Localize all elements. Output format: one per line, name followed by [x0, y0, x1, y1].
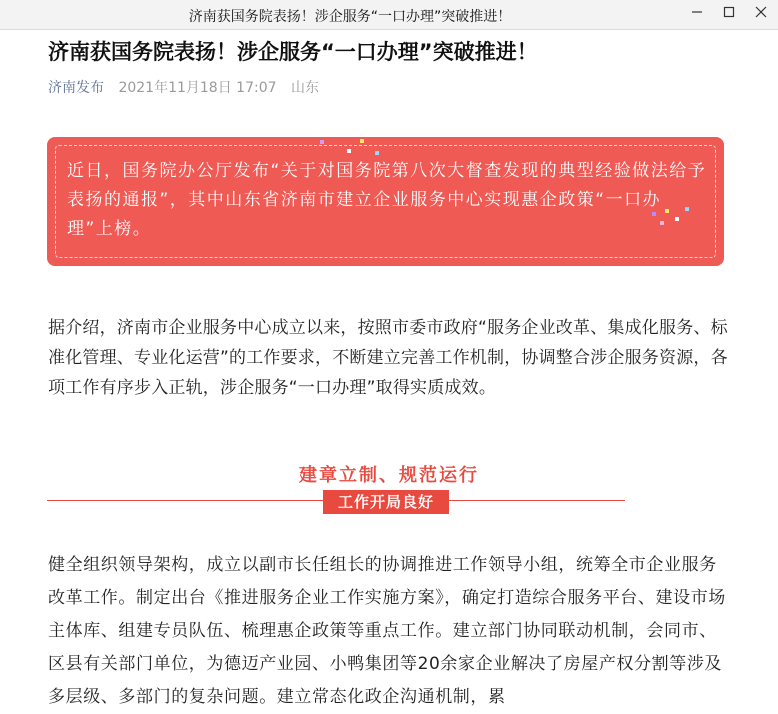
confetti-decoration: [665, 209, 669, 213]
section-heading: 建章立制、规范运行: [299, 465, 479, 486]
minimize-icon: [691, 6, 703, 18]
confetti-decoration: [675, 217, 679, 221]
close-button[interactable]: [752, 3, 770, 21]
close-icon: [755, 6, 767, 18]
article-source-link[interactable]: 济南发布: [48, 80, 104, 96]
minimize-button[interactable]: [688, 3, 706, 21]
summary-callout: [47, 137, 724, 266]
maximize-icon: [723, 6, 735, 18]
callout-text: 近日，国务院办公厅发布“关于对国务院第八次大督查发现的典型经验做法给予表扬的通报”，其中山东省济南市建立企业服务中心实现惠企政策“一口办理”上榜。: [67, 161, 707, 239]
section-tag: 工作开局良好: [323, 490, 449, 514]
window-titlebar: [0, 0, 778, 30]
confetti-decoration: [375, 151, 379, 155]
confetti-decoration: [685, 207, 689, 211]
article-paragraph: 健全组织领导架构，成立以副市长任组长的协调推进工作领导小组，统筹全市企业服务改革工作。制定出台《推进服务企业工作实施方案》，确定打造综合服务平台、建设市场主体库、组建专员队伍、梳理惠企政策等重点工作。建立部门协同联动机制，会同市、区县有关部门单位，为德迈产业园、小鸭集团等20余家企业解决了房屋产权分割等涉及多层级、多部门的复杂问题。建立常态化政企沟通机制，累: [48, 555, 726, 707]
window-controls: [688, 3, 770, 21]
article-paragraph: 据介绍，济南市企业服务中心成立以来，按照市委市政府“服务企业改革、集成化服务、标准化管理、专业化运营”的工作要求，不断建立完善工作机制，协调整合涉企服务资源，各项工作有序步入正轨，涉企服务“一口办理”取得实质成效。: [48, 318, 728, 398]
window-title: 济南获国务院表扬！涉企服务“一口办理”突破推进！: [188, 9, 512, 25]
article-location: 山东: [290, 80, 319, 96]
article-title: 济南获国务院表扬！涉企服务“一口办理”突破推进！: [48, 40, 538, 64]
confetti-decoration: [652, 212, 656, 216]
confetti-decoration: [347, 149, 351, 153]
article-date: 2021年11月18日 17:07: [118, 80, 277, 96]
confetti-decoration: [660, 221, 664, 225]
confetti-decoration: [360, 139, 364, 143]
article-meta: [48, 77, 319, 97]
confetti-decoration: [320, 140, 324, 144]
maximize-button[interactable]: [720, 3, 738, 21]
